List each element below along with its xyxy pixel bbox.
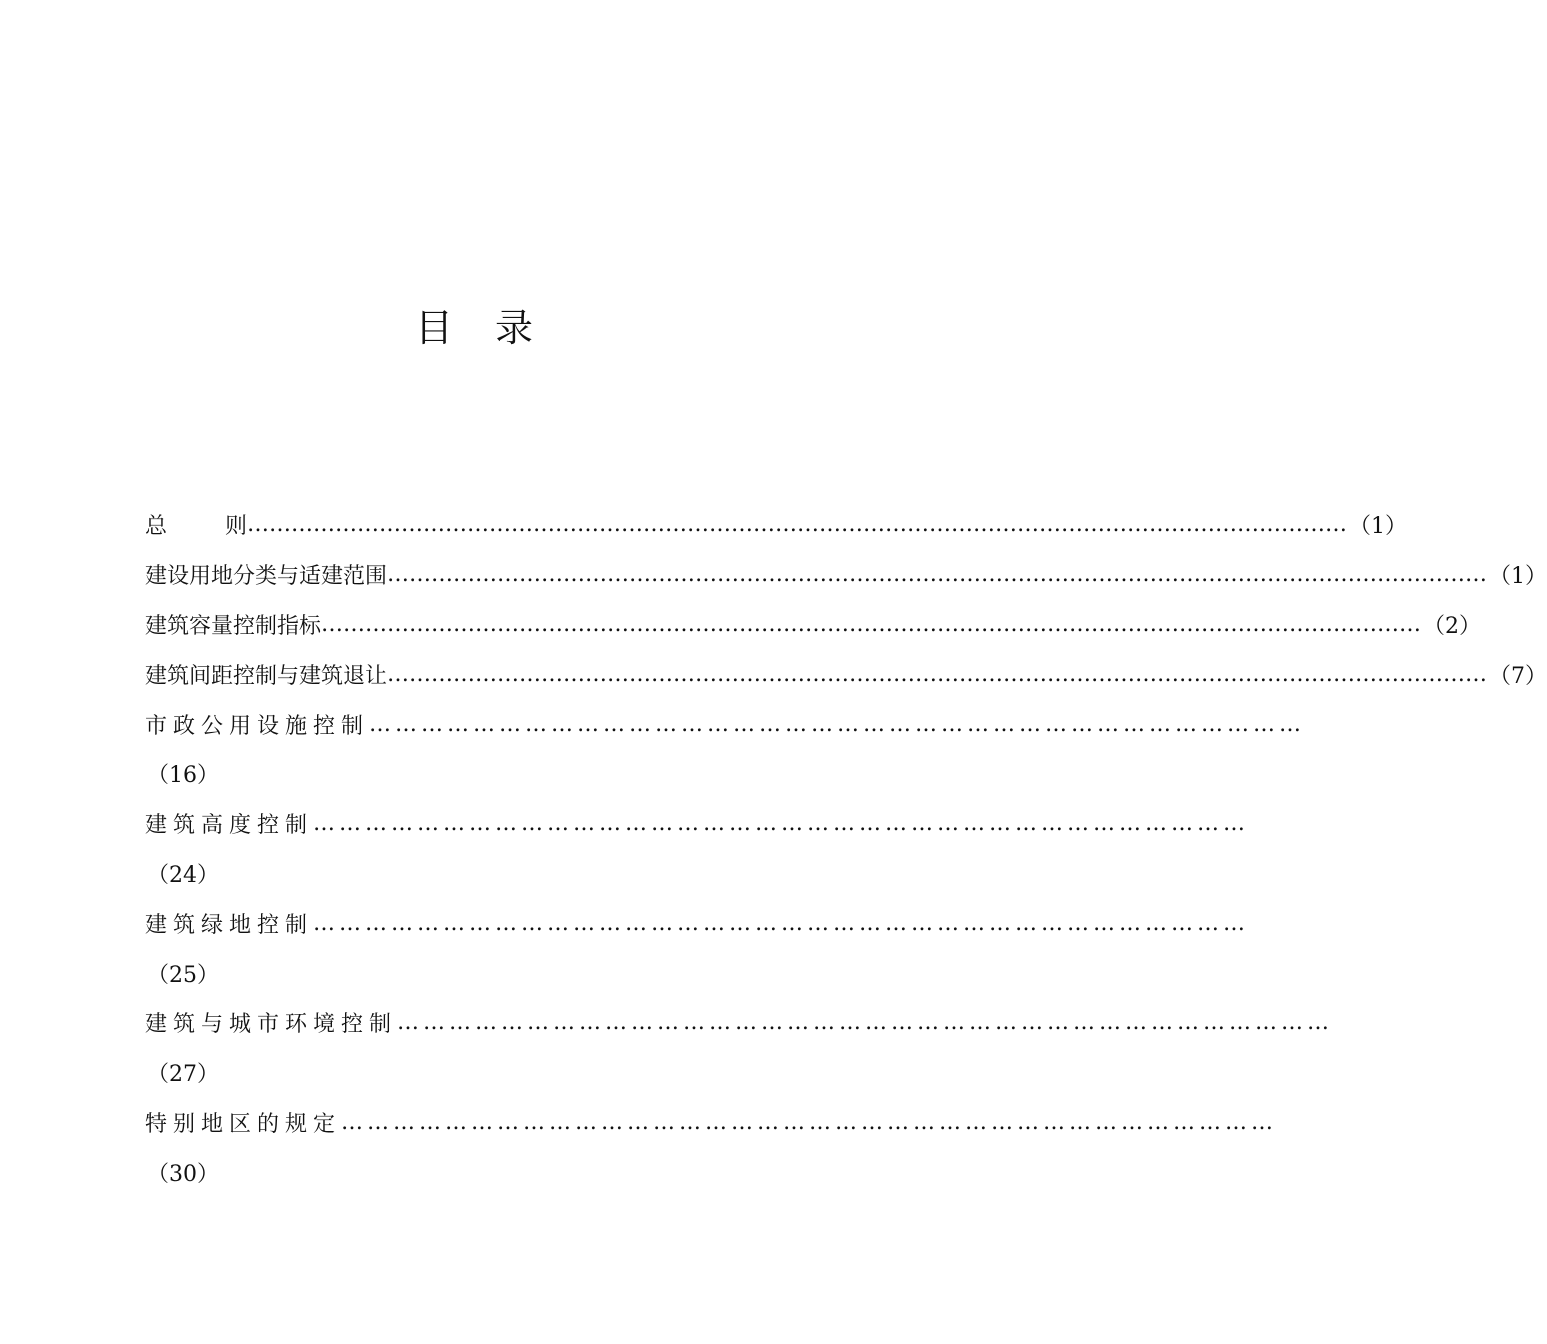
toc-leader-dots: ……………………………………………………………………………………………… — [397, 1010, 1334, 1036]
toc-leader-dots: ……………………………………………………………………………………………… — [313, 811, 1250, 837]
toc-entry-label: 建筑间距控制与建筑退让 — [145, 663, 388, 689]
toc-page-number: （2） — [1423, 613, 1482, 639]
toc-entry-municipal-facilities[interactable] — [145, 699, 1306, 749]
toc-entry-label: 市政公用设施控制 — [145, 713, 370, 739]
page-title: 目 录 — [414, 306, 535, 350]
toc-entry-building-height-page[interactable] — [145, 849, 805, 899]
toc-entry-label: 建筑高度控制 — [145, 813, 314, 839]
toc-entry-special-areas-page[interactable] — [145, 1147, 805, 1197]
toc-leader-dots: …………………………………………………………………………………………………………………………………… — [387, 661, 1488, 687]
toc-leader-dots: …………………………………………………………………………………………………………………………………… — [321, 611, 1422, 637]
table-of-contents — [145, 500, 1547, 1197]
toc-entry-building-spacing[interactable] — [145, 649, 1547, 699]
toc-page-number: （1） — [1349, 514, 1408, 540]
toc-page-number: （1） — [1489, 564, 1547, 590]
toc-entry-urban-environment[interactable] — [145, 998, 1334, 1048]
toc-page-number: （24） — [147, 862, 219, 888]
toc-page-number: （7） — [1489, 663, 1547, 689]
toc-entry-green-space[interactable] — [145, 898, 1250, 948]
toc-page-number: （25） — [147, 962, 219, 988]
toc-entry-land-use-classification[interactable] — [145, 550, 1547, 600]
toc-entry-urban-environment-page[interactable] — [145, 1048, 805, 1098]
toc-leader-dots: …………………………………………………………………………………………………………………………………… — [387, 562, 1488, 588]
toc-entry-label: 建筑绿地控制 — [145, 912, 314, 938]
toc-entry-building-capacity[interactable] — [145, 600, 1482, 650]
toc-entry-green-space-page[interactable] — [145, 948, 805, 998]
toc-entry-municipal-facilities-page[interactable] — [145, 749, 805, 799]
toc-entry-label: 建筑与城市环境控制 — [145, 1012, 398, 1038]
toc-page-number: （16） — [147, 763, 219, 789]
toc-leader-dots: ……………………………………………………………………………………………… — [369, 711, 1306, 737]
toc-leader-dots: …………………………………………………………………………………………………………………………………… — [247, 512, 1348, 538]
toc-entry-label: 建设用地分类与适建范围 — [145, 564, 388, 590]
toc-leader-dots: ……………………………………………………………………………………………… — [341, 1109, 1278, 1135]
toc-entry-general-principles[interactable] — [145, 500, 1408, 550]
toc-entry-building-height[interactable] — [145, 799, 1250, 849]
toc-entry-label: 总 则 — [145, 514, 248, 540]
toc-entry-label: 建筑容量控制指标 — [145, 613, 322, 639]
toc-page-number: （30） — [147, 1161, 219, 1187]
toc-entry-label: 特别地区的规定 — [145, 1111, 342, 1137]
toc-entry-special-areas[interactable] — [145, 1098, 1278, 1148]
toc-page-number: （27） — [147, 1062, 219, 1088]
toc-leader-dots: ……………………………………………………………………………………………… — [313, 910, 1250, 936]
